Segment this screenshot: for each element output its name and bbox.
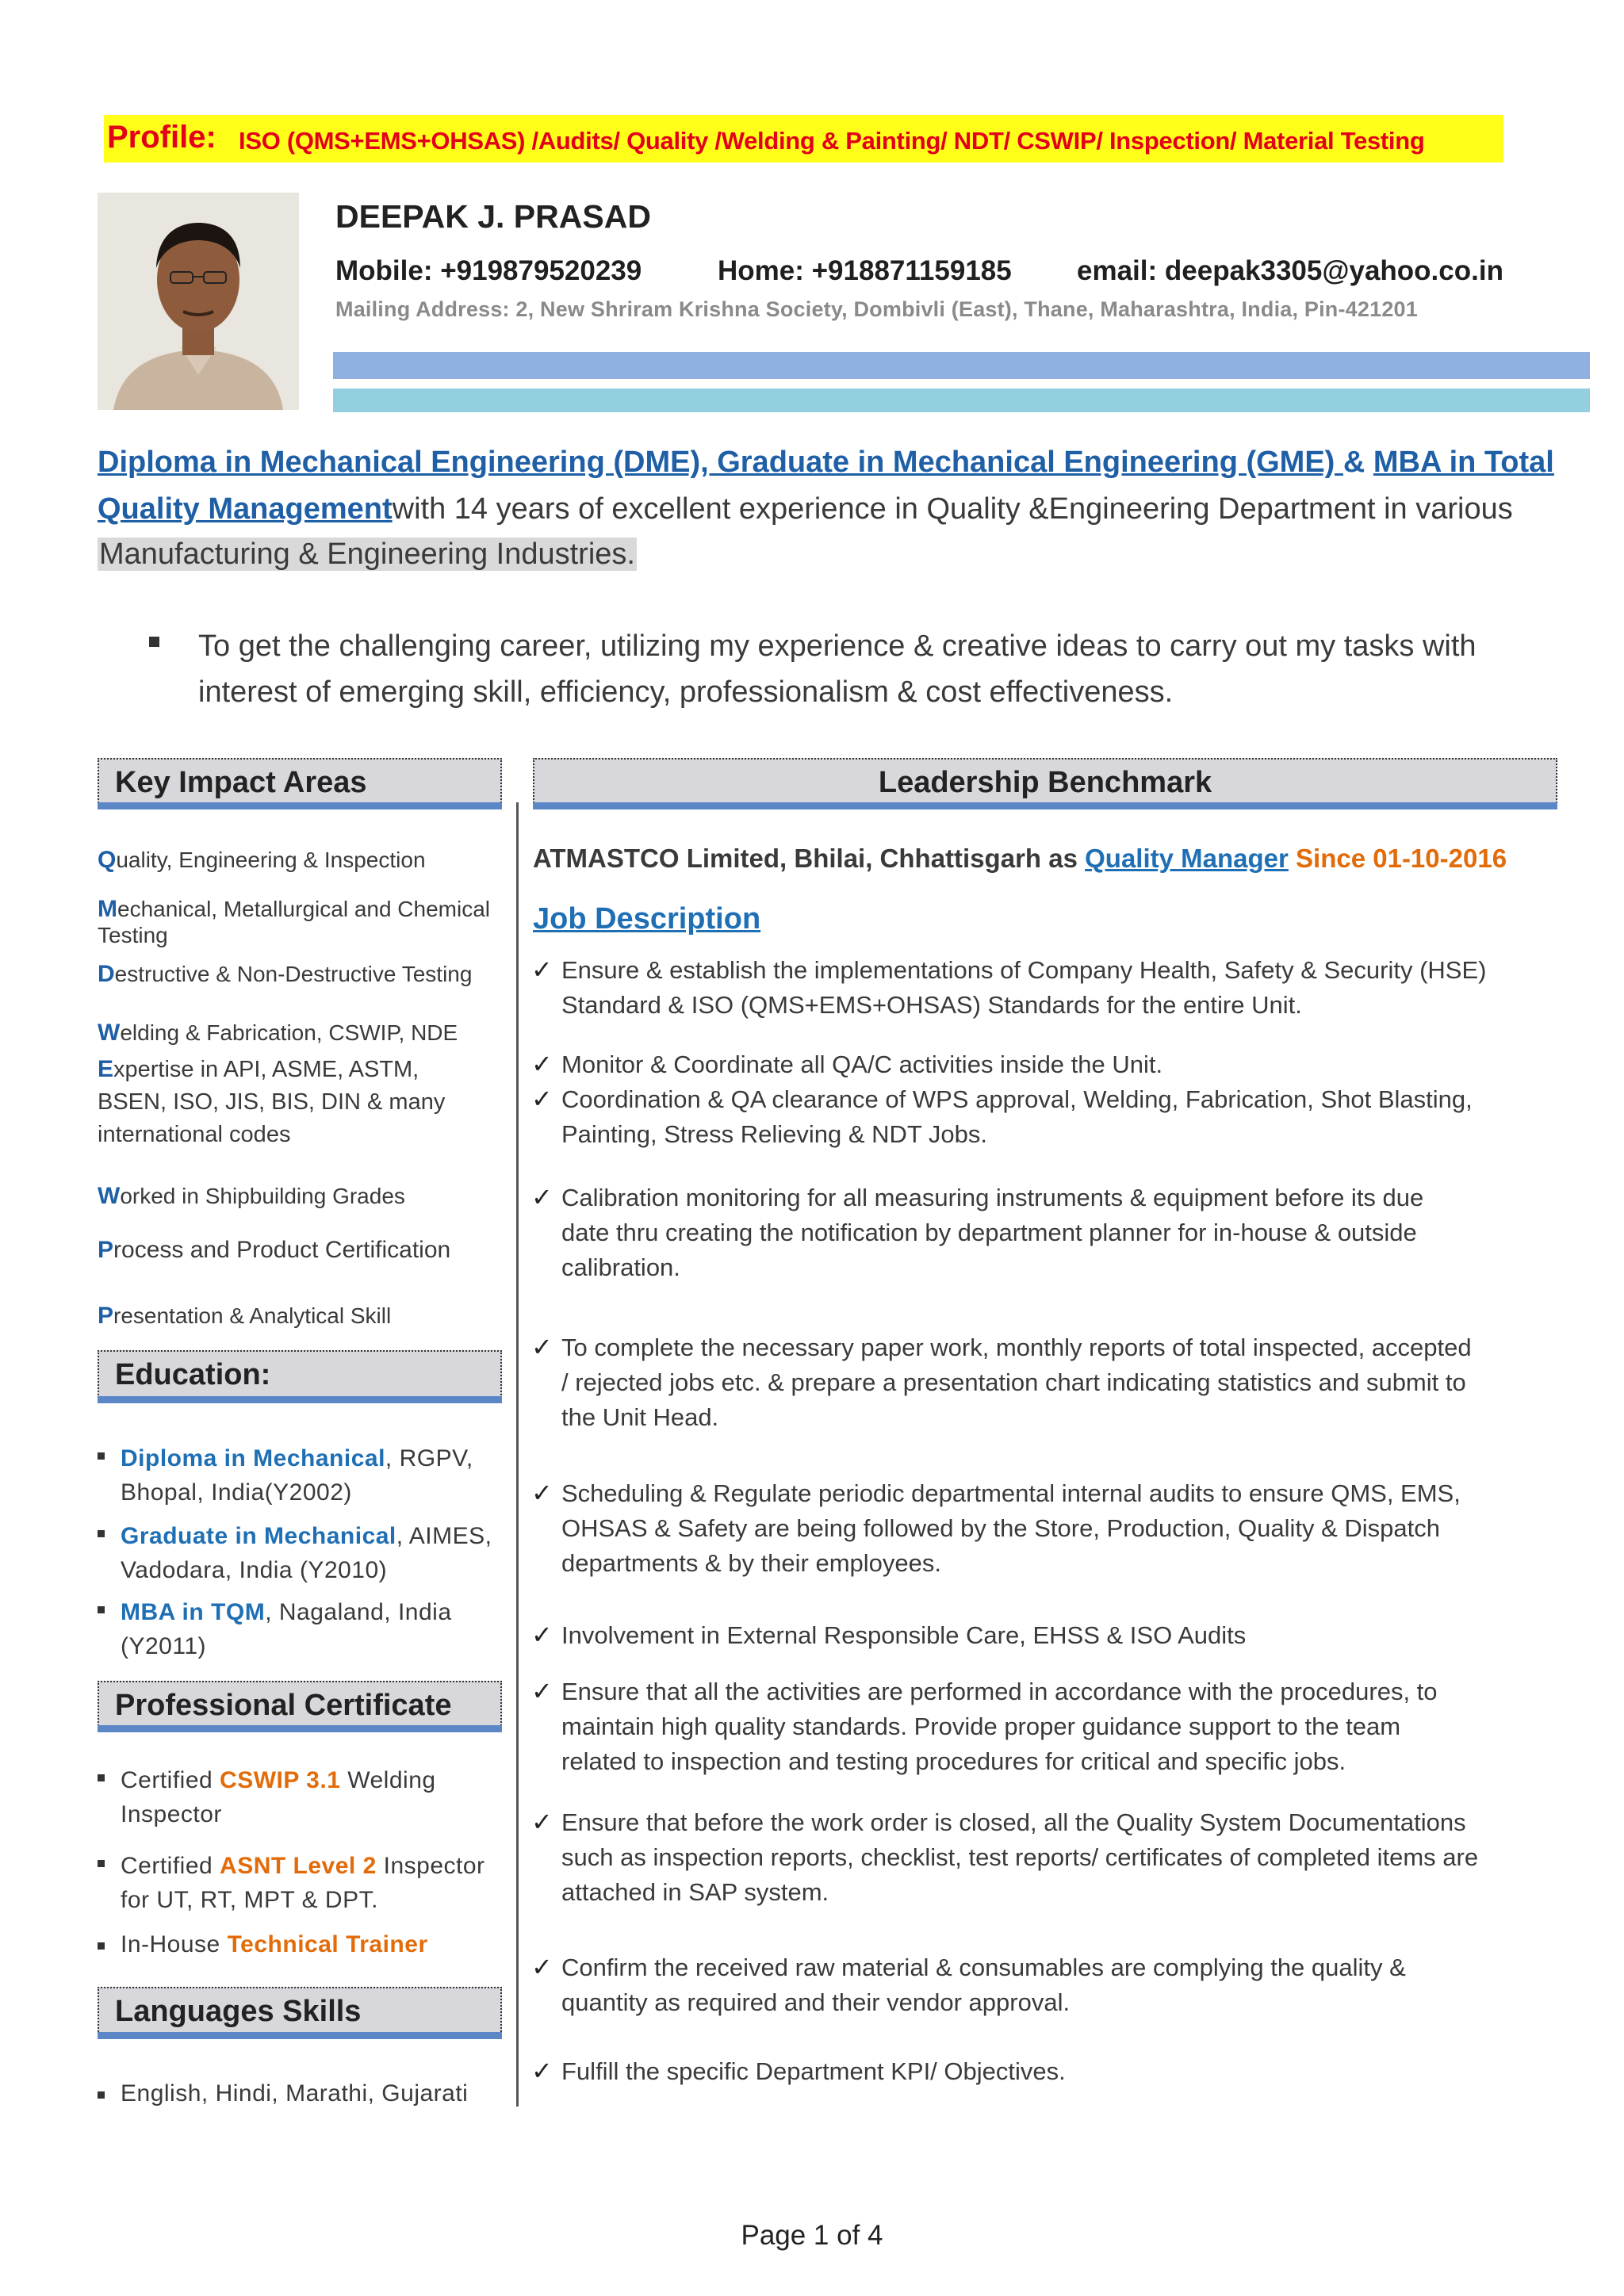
person-portrait-icon — [98, 193, 299, 410]
section-languages: Languages Skills — [98, 1987, 502, 2034]
square-bullet-icon — [98, 1606, 105, 1613]
job-description-line: Involvement in External Responsible Care, EHSS & ISO Audits — [561, 1621, 1247, 1649]
job-description-title: Job Description — [533, 902, 761, 936]
header-divider-bar — [333, 352, 1590, 379]
candidate-name: DEEPAK J. PRASAD — [335, 198, 651, 235]
job-description-line: attached in SAP system. — [561, 1878, 829, 1906]
job-description-line: Standard & ISO (QMS+EMS+OHSAS) Standards for the entire Unit. — [561, 991, 1302, 1019]
objective-line-1: To get the challenging career, utilizing my experience & creative ideas to carry out my tasks with — [198, 629, 1477, 663]
checkmark-icon: ✓ — [531, 1621, 553, 1649]
qualification-link: MBA in Total — [1373, 446, 1554, 479]
square-bullet-icon — [98, 1774, 105, 1781]
checkmark-icon: ✓ — [531, 1333, 553, 1361]
qualification-link: Quality Management — [98, 492, 393, 526]
job-description-line: calibration. — [561, 1253, 680, 1281]
impact-area-item: Quality, Engineering & Inspection — [98, 847, 426, 873]
mailing-address: Mailing Address: 2, New Shriram Krishna Society, Dombivli (East), Thane, Maharashtra, India, Pin-421201 — [335, 297, 1418, 321]
mobile-number: Mobile: +919879520239 — [335, 255, 642, 286]
since-date: Since 01-10-2016 — [1288, 844, 1507, 873]
section-leadership: Leadership Benchmark — [533, 758, 1557, 806]
education-item: MBA in TQM, Nagaland, India (Y2011) — [121, 1599, 452, 1659]
email-address: email: deepak3305@yahoo.co.in — [1077, 255, 1503, 286]
checkmark-icon: ✓ — [531, 1953, 553, 1981]
job-description-line: Painting, Stress Relieving & NDT Jobs. — [561, 1120, 987, 1148]
impact-area-item: Welding & Fabrication, CSWIP, NDE — [98, 1020, 458, 1046]
job-description-line: maintain high quality standards. Provide proper guidance support to the team — [561, 1712, 1401, 1740]
impact-area-item: Expertise in API, ASME, ASTM, BSEN, ISO, JIS, BIS, DIN & many international codes — [98, 1056, 446, 1147]
certificate-item: Certified ASNT Level 2 Inspector for UT, RT, MPT & DPT. — [121, 1853, 485, 1913]
role-link: Quality Manager — [1085, 844, 1289, 873]
section-underline — [98, 2032, 502, 2039]
section-key-impact: Key Impact Areas — [98, 758, 502, 806]
home-number: Home: +918871159185 — [718, 255, 1012, 286]
square-bullet-icon — [98, 1452, 105, 1460]
job-description-line: Ensure that all the activities are performed in accordance with the procedures, to — [561, 1678, 1438, 1705]
profile-banner — [104, 115, 1503, 163]
section-underline — [98, 1725, 502, 1732]
square-bullet-icon — [98, 1942, 105, 1950]
header-divider-bar — [333, 388, 1590, 412]
square-bullet-icon — [98, 1530, 105, 1537]
company-line: ATMASTCO Limited, Bhilai, Chhattisgarh as Quality Manager Since 01-10-2016 — [533, 844, 1507, 873]
job-description-line: such as inspection reports, checklist, test reports/ certificates of completed items are — [561, 1843, 1479, 1871]
section-underline — [98, 802, 502, 809]
job-description-line: Monitor & Coordinate all QA/C activities inside the Unit. — [561, 1050, 1163, 1078]
square-bullet-icon — [149, 637, 159, 647]
square-bullet-icon — [98, 1860, 105, 1867]
job-description-line: Fulfill the specific Department KPI/ Objectives. — [561, 2057, 1066, 2085]
square-bullet-icon — [98, 2091, 105, 2099]
objective-line-2: interest of emerging skill, efficiency, professionalism & cost effectiveness. — [198, 675, 1174, 709]
section-certificate: Professional Certificate — [98, 1681, 502, 1728]
education-item: Diploma in Mechanical, RGPV, Bhopal, India(Y2002) — [121, 1445, 473, 1506]
job-description-line: related to inspection and testing procedures for critical and specific jobs. — [561, 1747, 1346, 1775]
checkmark-icon: ✓ — [531, 1050, 553, 1078]
impact-area-item: Destructive & Non-Destructive Testing — [98, 961, 473, 987]
job-description-line: To complete the necessary paper work, monthly reports of total inspected, accepted — [561, 1334, 1472, 1361]
checkmark-icon: ✓ — [531, 955, 553, 984]
profile-label: Profile: — [107, 120, 216, 155]
job-description-line: OHSAS & Safety are being followed by the Store, Production, Quality & Dispatch — [561, 1514, 1440, 1542]
job-description-line: date thru creating the notification by department planner for in-house & outside — [561, 1219, 1417, 1246]
job-description-line: Calibration monitoring for all measuring instruments & equipment before its due — [561, 1184, 1424, 1211]
job-description-line: Coordination & QA clearance of WPS approval, Welding, Fabrication, Shot Blasting, — [561, 1085, 1473, 1113]
job-description-line: / rejected jobs etc. & prepare a presentation chart indicating statistics and submit to — [561, 1368, 1466, 1396]
section-underline — [533, 802, 1557, 809]
certificate-item: In-House Technical Trainer — [121, 1931, 428, 1957]
impact-area-item: Mechanical, Metallurgical and Chemical Testing — [98, 896, 491, 947]
languages-list: English, Hindi, Marathi, Gujarati — [121, 2080, 469, 2107]
job-description-line: Scheduling & Regulate periodic departmental internal audits to ensure QMS, EMS, — [561, 1479, 1461, 1507]
profile-photo — [98, 193, 299, 410]
impact-area-item: Presentation & Analytical Skill — [98, 1303, 392, 1329]
job-description-line: Confirm the received raw material & consumables are complying the quality & — [561, 1954, 1406, 1981]
impact-area-item: Worked in Shipbuilding Grades — [98, 1183, 405, 1209]
checkmark-icon: ✓ — [531, 1085, 553, 1113]
checkmark-icon: ✓ — [531, 2057, 553, 2085]
job-description-line: departments & by their employees. — [561, 1549, 942, 1577]
checkmark-icon: ✓ — [531, 1183, 553, 1211]
checkmark-icon: ✓ — [531, 1479, 553, 1507]
checkmark-icon: ✓ — [531, 1808, 553, 1836]
qualification-link: Diploma in Mechanical Engineering (DME), Graduate in Mechanical Engineering (GME) — [98, 446, 1343, 479]
section-education: Education: — [98, 1350, 502, 1398]
summary-line-3: Manufacturing & Engineering Industries. — [99, 538, 635, 571]
impact-area-item: Process and Product Certification — [98, 1237, 451, 1263]
certificate-item: Certified CSWIP 3.1 Welding Inspector — [121, 1767, 436, 1827]
profile-text: ISO (QMS+EMS+OHSAS) /Audits/ Quality /Welding & Painting/ NDT/ CSWIP/ Inspection/ Material Testing — [239, 127, 1425, 155]
education-item: Graduate in Mechanical, AIMES, Vadodara, India (Y2010) — [121, 1523, 492, 1583]
page-number: Page 1 of 4 — [741, 2220, 883, 2251]
job-description-line: Ensure that before the work order is closed, all the Quality System Documentations — [561, 1808, 1466, 1836]
job-description-line: quantity as required and their vendor approval. — [561, 1988, 1071, 2016]
checkmark-icon: ✓ — [531, 1677, 553, 1705]
summary-line-1: Diploma in Mechanical Engineering (DME), Graduate in Mechanical Engineering (GME) & MBA in Total — [98, 446, 1554, 479]
job-description-line: Ensure & establish the implementations of Company Health, Safety & Security (HSE) — [561, 956, 1487, 984]
job-description-line: the Unit Head. — [561, 1403, 719, 1431]
column-divider — [516, 802, 519, 2107]
section-underline — [98, 1396, 502, 1403]
summary-line-2: Quality Managementwith 14 years of excellent experience in Quality &Engineering Department in various — [98, 492, 1513, 526]
